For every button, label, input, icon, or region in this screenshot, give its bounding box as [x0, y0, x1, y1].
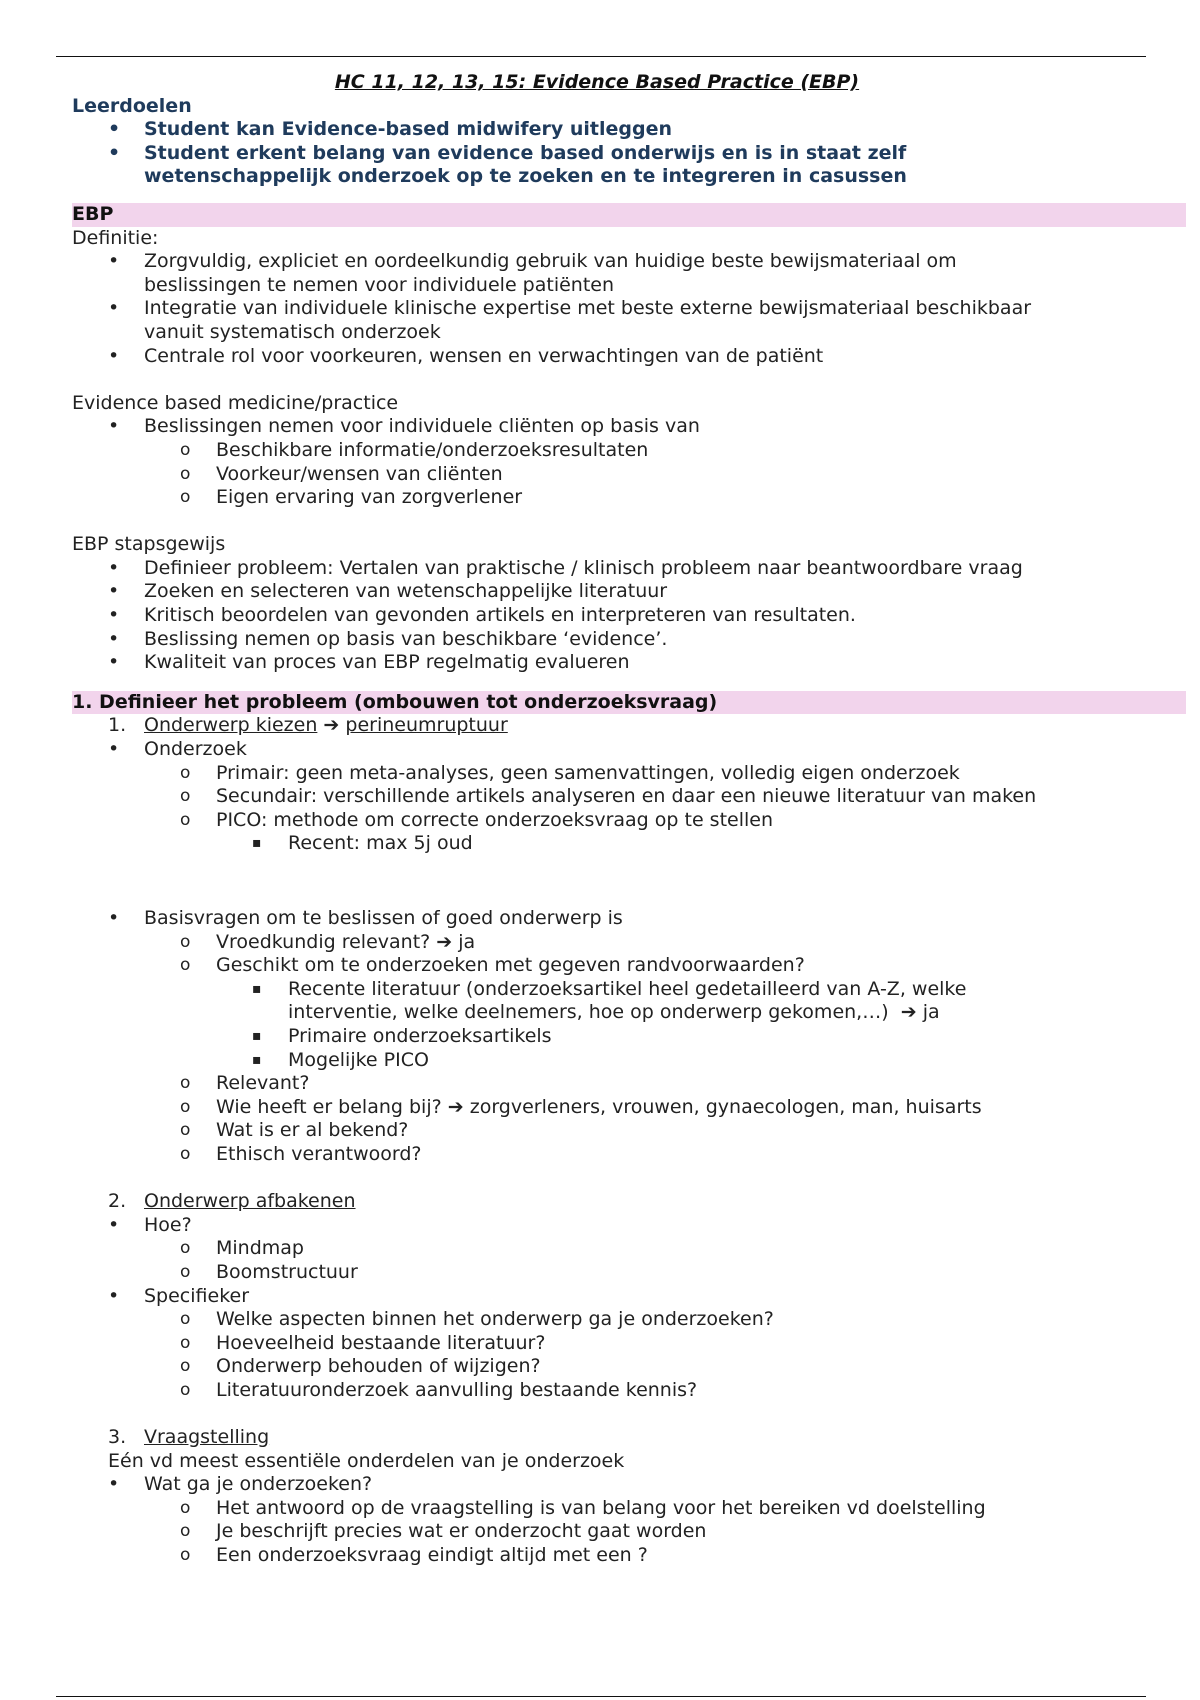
page-title: HC 11, 12, 13, 15: Evidence Based Practice (EBP) [334, 71, 860, 93]
leerdoel-item: • Student kan Evidence-based midwifery uitleggen [72, 118, 1192, 142]
pico-sub-item: ▪ Recent: max 5j oud [72, 832, 1192, 856]
step-item: • Zoeken en selecteren van wetenschappelijke literatuur [72, 580, 1192, 604]
spec-sub-item: o Welke aspecten binnen het onderwerp ga je onderzoeken? [72, 1308, 1192, 1332]
ebm-sub-item: o Beschikbare informatie/onderzoeksresultaten [72, 439, 1192, 463]
arrow-icon: ➔ [900, 1001, 917, 1024]
step3-description: Eén vd meest essentiële onderdelen van je onderzoek [108, 1449, 625, 1472]
step1-line [72, 714, 1192, 738]
ebm-item-text: Beslissingen nemen voor individuele cliënten op basis van [144, 415, 700, 438]
basis-question: o Relevant? [72, 1072, 1192, 1096]
leerdoel-item: • Student erkent belang van evidence based onderwijs en is in staat zelf wetenschappelijk onderzoek op te zoeken en te integreren in casussen [72, 142, 1192, 189]
basis-sub-text: Recente literatuur (onderzoeksartikel heel gedetailleerd van A-Z, welke interventie, welke deelnemers, hoe op onderwerp gekomen,…) [288, 977, 967, 1024]
leerdoelen-section [72, 95, 1192, 189]
ebp-heading: EBP [72, 203, 1186, 227]
document-page [72, 71, 1192, 1568]
basis-question: o Geschikt om te onderzoeken met gegeven randvoorwaarden? [72, 954, 1192, 978]
arrow-icon: ➔ [447, 1095, 464, 1118]
spec-label: • Specifieker [72, 1285, 1192, 1309]
step1-topic-label: Onderwerp kiezen [144, 714, 318, 737]
definitie-item: • Centrale rol voor voorkeuren, wensen en verwachtingen van de patiënt [72, 345, 1042, 369]
step-item: • Kwaliteit van proces van EBP regelmatig evalueren [72, 651, 1192, 675]
spec-sub-item: o Hoeveelheid bestaande literatuur? [72, 1332, 1192, 1356]
basis-question [72, 1096, 1192, 1120]
leerdoelen-heading: Leerdoelen [72, 94, 192, 117]
wat-sub-item: o Het antwoord op de vraagstelling is van belang voor het bereiken vd doelstelling [72, 1497, 1192, 1521]
arrow-icon: ➔ [323, 714, 340, 737]
step-item: • Beslissing nemen op basis van beschikbare ‘evidence’. [72, 628, 1192, 652]
ebm-sub-item: o Eigen ervaring van zorgverlener [72, 486, 1192, 510]
wat-label: • Wat ga je onderzoeken? [72, 1473, 1192, 1497]
definitie-label: Definitie: [72, 226, 159, 249]
steps-label: EBP stapsgewijs [72, 533, 226, 556]
wat-sub-item: o Je beschrijft precies wat er onderzocht gaat worden [72, 1520, 1192, 1544]
wat-sub-item: o Een onderzoeksvraag eindigt altijd met een ? [72, 1544, 1192, 1568]
step3-label: Vraagstelling [144, 1426, 270, 1449]
onderzoek-sub-item: o Secundair: verschillende artikels analyseren en daar een nieuwe literatuur van maken [72, 785, 1192, 809]
step2-label: Onderwerp afbakenen [144, 1190, 356, 1213]
basis-question-text: Wie heeft er belang bij? [216, 1095, 442, 1118]
arrow-icon: ➔ [436, 930, 453, 953]
step2-number: 2. [108, 1190, 127, 1213]
onderzoek-sub-item: o PICO: methode om correcte onderzoeksvraag op te stellen [72, 809, 1192, 833]
definitie-item: • Zorgvuldig, expliciet en oordeelkundig gebruik van huidige beste bewijsmateriaal om beslissingen te nemen voor individuele patiënten [72, 250, 1042, 297]
hoe-sub-item: o Boomstructuur [72, 1261, 1192, 1285]
bottom-rule [56, 1696, 1146, 1697]
section1-heading: 1. Definieer het probleem (ombouwen tot onderzoeksvraag) [72, 691, 1186, 715]
basis-sub-item: ▪ Mogelijke PICO [72, 1049, 992, 1073]
onderzoek-label: • Onderzoek [72, 738, 1192, 762]
ebm-sub-item: o Voorkeur/wensen van cliënten [72, 463, 1192, 487]
basis-label: • Basisvragen om te beslissen of goed onderwerp is [72, 907, 1192, 931]
basis-answer: zorgverleners, vrouwen, gynaecologen, man, huisarts [469, 1095, 982, 1118]
basis-question: o Ethisch verantwoord? [72, 1143, 1192, 1167]
ebm-item [72, 415, 1192, 439]
hoe-sub-item: o Mindmap [72, 1237, 1192, 1261]
spec-sub-item: o Literatuuronderzoek aanvulling bestaande kennis? [72, 1379, 1192, 1403]
basis-question-text: Vroedkundig relevant? [216, 930, 431, 953]
onderzoek-sub-item: o Primair: geen meta-analyses, geen samenvattingen, volledig eigen onderzoek [72, 762, 1192, 786]
ebm-label: Evidence based medicine/practice [72, 391, 399, 414]
spec-sub-item: o Onderwerp behouden of wijzigen? [72, 1355, 1192, 1379]
definitie-item: • Integratie van individuele klinische expertise met beste externe bewijsmateriaal beschikbaar vanuit systematisch onderzoek [72, 297, 1042, 344]
step-item: • Definieer probleem: Vertalen van praktische / klinisch probleem naar beantwoordbare vraag [72, 557, 1192, 581]
hoe-label: • Hoe? [72, 1214, 1192, 1238]
basis-question [72, 931, 1192, 955]
step1-number: 1. [108, 714, 127, 737]
step2-line [72, 1190, 1192, 1214]
basis-answer: ja [922, 1001, 940, 1024]
step-item: • Kritisch beoordelen van gevonden artikels en interpreteren van resultaten. [72, 604, 1192, 628]
basis-question: o Wat is er al bekend? [72, 1119, 1192, 1143]
top-rule [56, 56, 1146, 57]
basis-sub-item: ▪ Primaire onderzoeksartikels [72, 1025, 992, 1049]
step3-number: 3. [108, 1426, 127, 1449]
step3-line [72, 1426, 1192, 1450]
basis-answer: ja [458, 930, 476, 953]
basis-sub-item [72, 978, 992, 1025]
step1-topic-value: perineumruptuur [345, 714, 508, 737]
